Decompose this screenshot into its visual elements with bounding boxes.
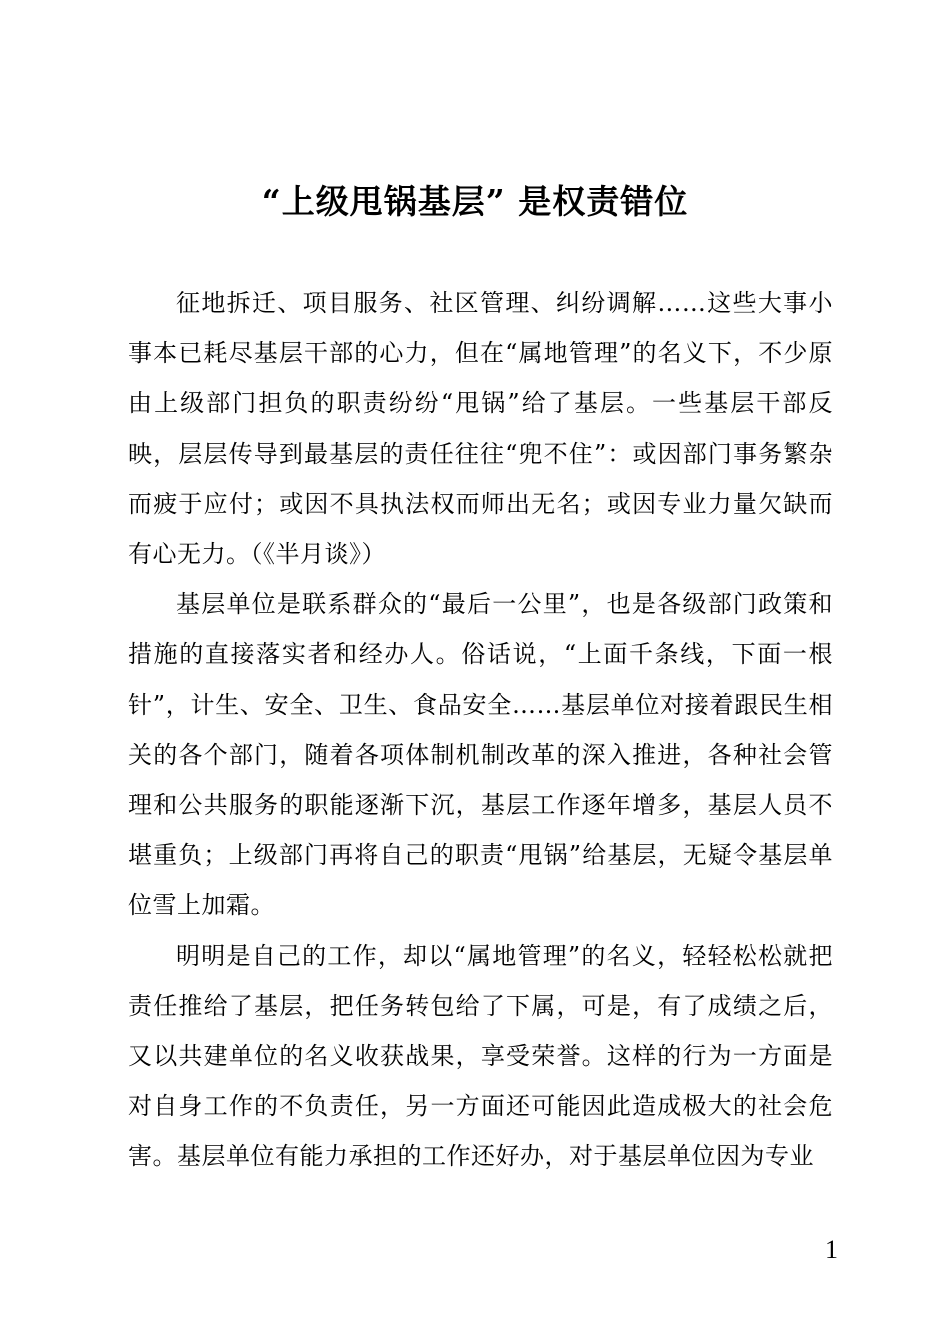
article-body — [128, 278, 833, 1182]
page-number: 1 — [825, 1235, 838, 1264]
paragraph-1: 征地拆迁、项目服务、社区管理、纠纷调解……这些大事小事本已耗尽基层干部的心力，但在“属地管理”的名义下，不少原由上级部门担负的职责纷纷“甩锅”给了基层。一些基层干部反映，层层传导到最基层的责任往往“兜不住”：或因部门事务繁杂而疲于应付；或因不具执法权而师出无名；或因专业力量欠缺而有心无力。（《半月谈》） — [128, 289, 833, 569]
article-title: “上级甩锅基层” 是权责错位 — [261, 182, 689, 221]
paragraph-2: 基层单位是联系群众的“最后一公里”，也是各级部门政策和措施的直接落实者和经办人。俗话说，“上面千条线，下面一根针”，计生、安全、卫生、食品安全……基层单位对接着跟民生相关的各个部门，随着各项体制机制改革的深入推进，各种社会管理和公共服务的职能逐渐下沉，基层工作逐年增多，基层人员不堪重负；上级部门再将自己的职责“甩锅”给基层，无疑令基层单位雪上加霜。 — [128, 590, 833, 920]
paragraph-3: 明明是自己的工作，却以“属地管理”的名义，轻轻松松就把责任推给了基层，把任务转包给了下属，可是，有了成绩之后，又以共建单位的名义收获战果，享受荣誉。这样的行为一方面是对自身工作的不负责任，另一方面还可能因此造成极大的社会危害。基层单位有能力承担的工作还好办，对于基层单位因为专业 — [128, 941, 833, 1171]
